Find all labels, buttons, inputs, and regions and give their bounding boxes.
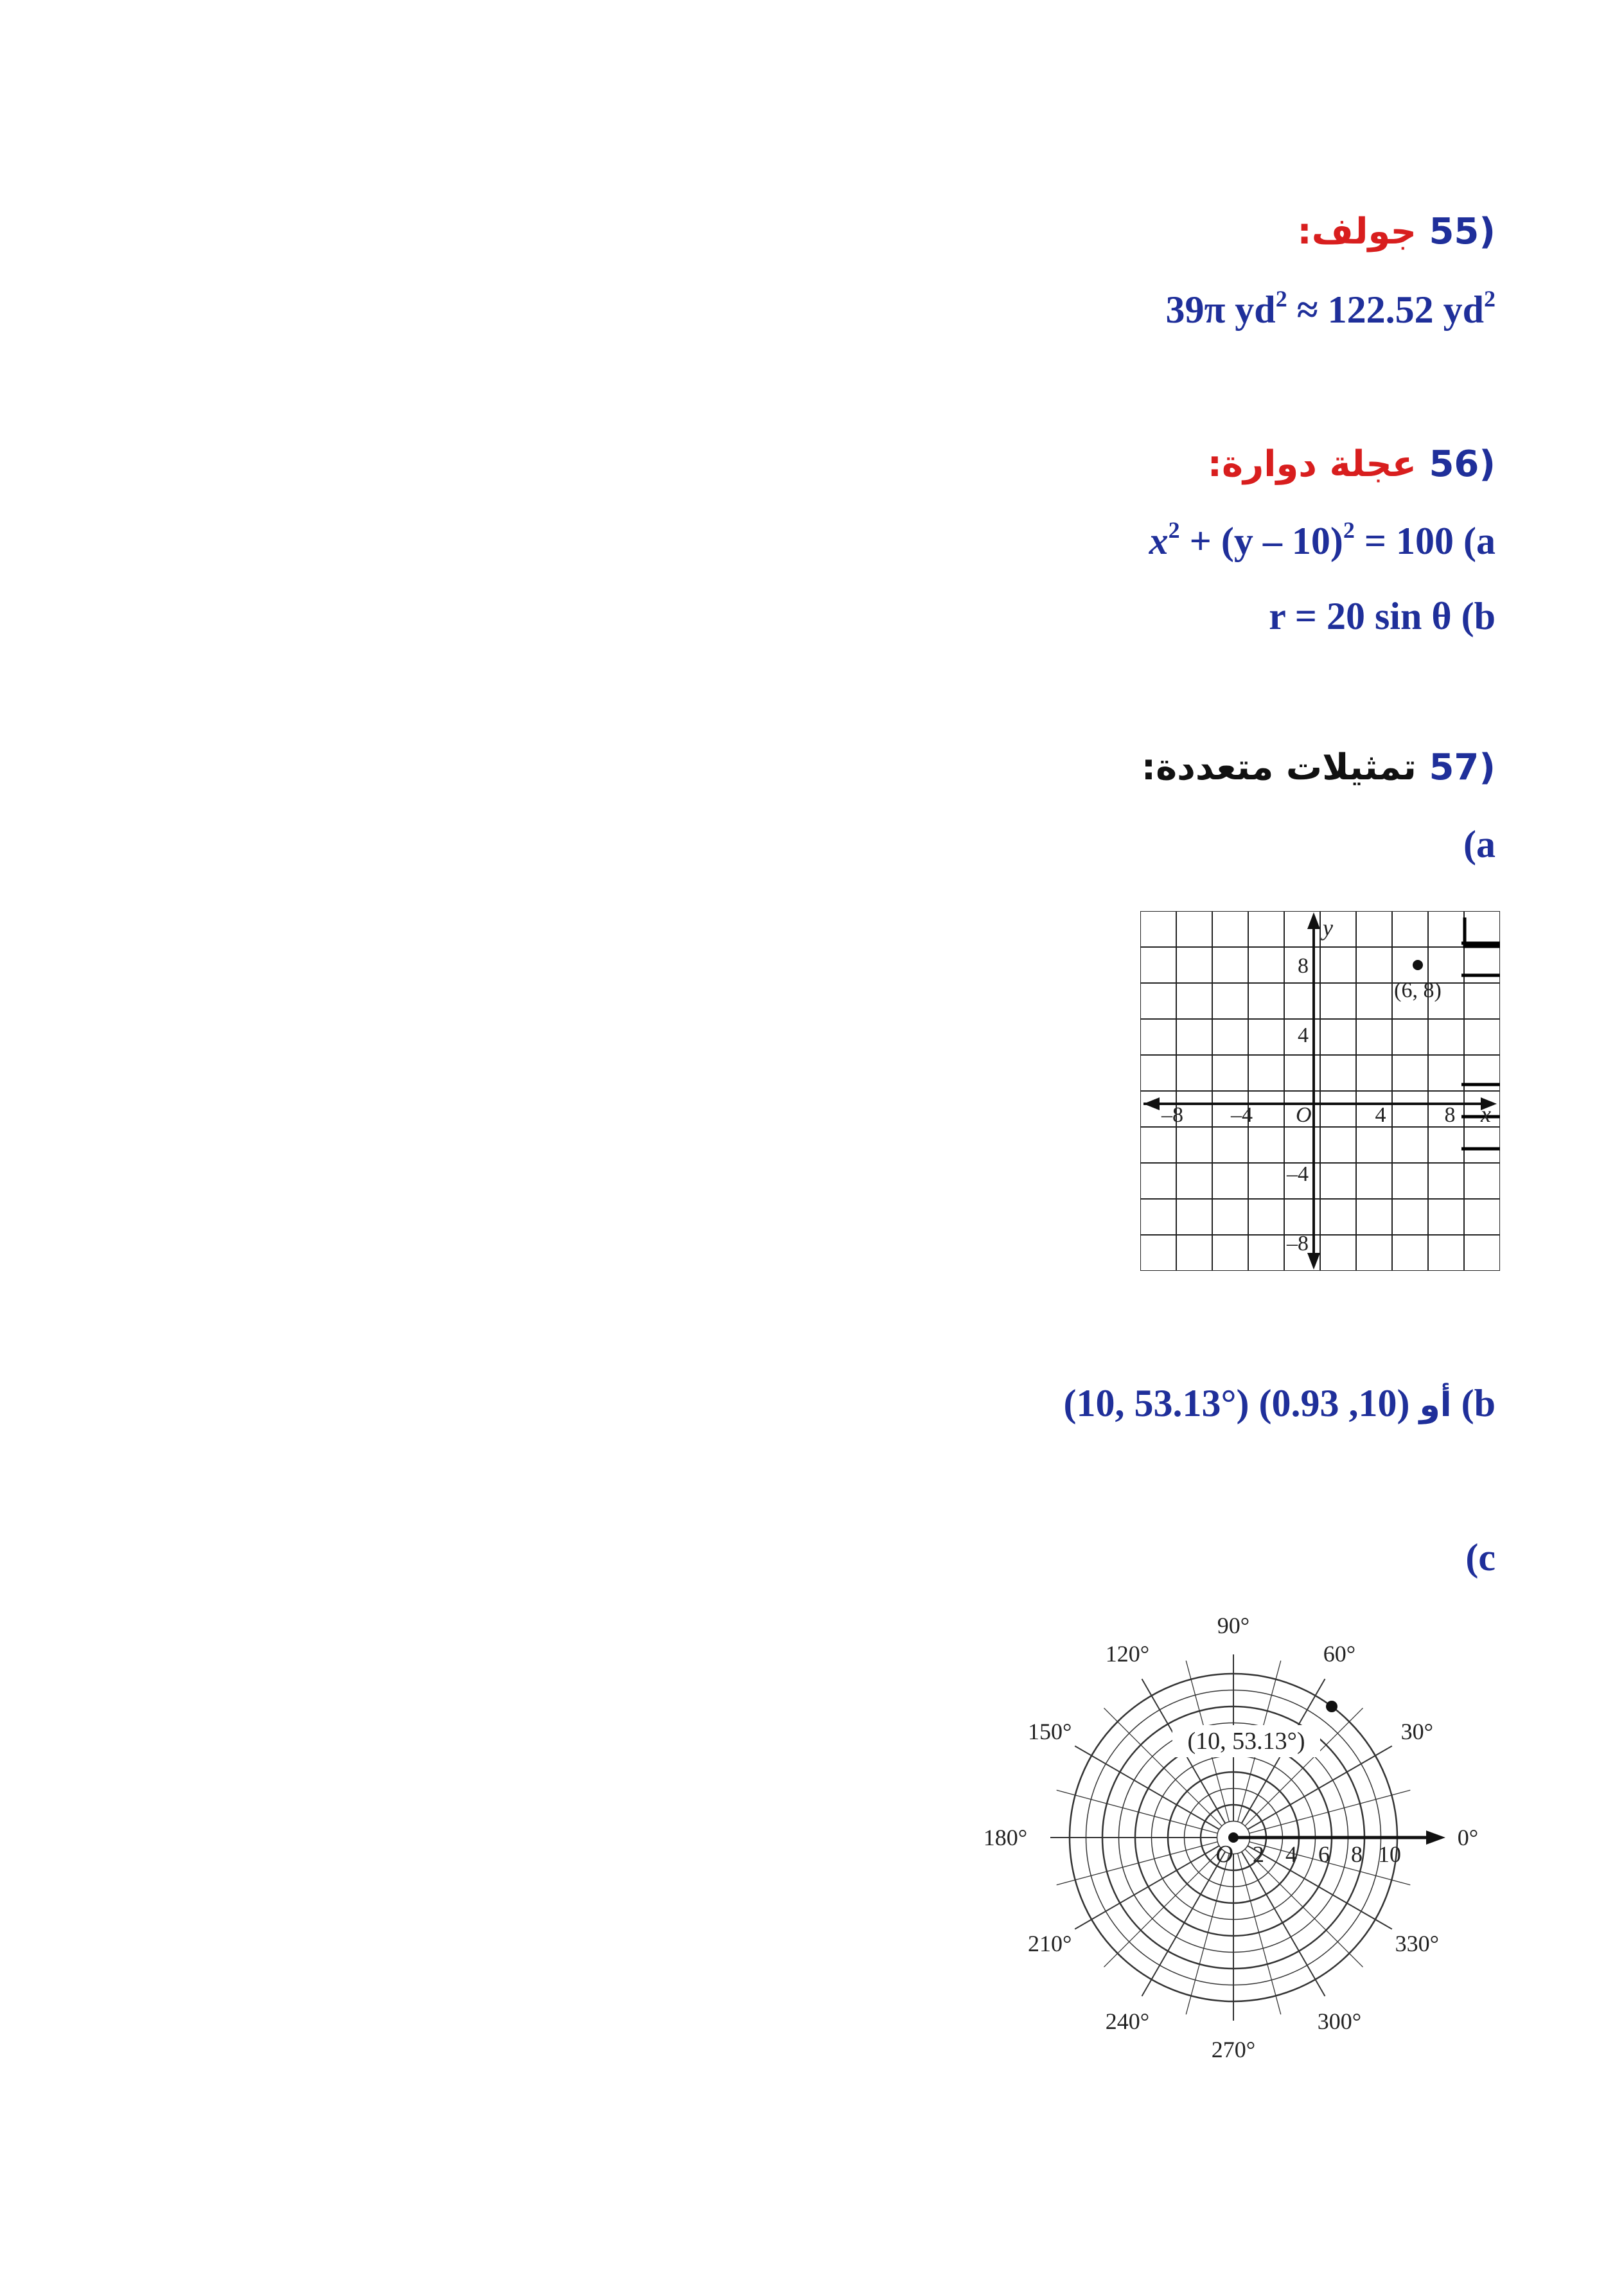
point-label: (6, 8) [1394, 979, 1442, 1002]
angle-label: 180° [983, 1825, 1028, 1850]
angle-label: 210° [1028, 1931, 1072, 1956]
radius-tick-label: 8 [1351, 1841, 1363, 1867]
q56-number: (56 [1429, 443, 1496, 485]
q55-heading [1297, 211, 1496, 253]
q57-part-b [1064, 1381, 1496, 1426]
angle-label: 60° [1323, 1641, 1356, 1667]
radius-tick-label: 4 [1285, 1841, 1297, 1867]
q57-b-left: (10, 53.13°) [1063, 1382, 1249, 1424]
y-tick-label: 4 [1298, 1023, 1309, 1047]
grid-radial [1142, 1852, 1226, 1996]
q55-approx: ≈ 122.52 yd [1287, 288, 1484, 331]
angle-label: 300° [1317, 2008, 1362, 2034]
graph-a-svg [1140, 911, 1500, 1271]
q57-part-c-label: (c [1465, 1536, 1496, 1579]
q55-title: جولف: [1297, 211, 1417, 253]
q55-lhs: 39π yd [1165, 288, 1276, 331]
grid-radial [1186, 1854, 1229, 2015]
grid-radial [1075, 1746, 1219, 1830]
grid-radial [1249, 1790, 1411, 1833]
x-tick-label: 8 [1444, 1103, 1456, 1127]
q57-number: (57 [1429, 747, 1496, 788]
angle-label: 150° [1028, 1719, 1072, 1744]
grid-radial [1248, 1746, 1392, 1830]
point-label: (10, 53.13°) [1187, 1728, 1305, 1755]
grid-radial [1242, 1852, 1325, 1996]
radius-tick-label: 10 [1378, 1841, 1401, 1867]
graph-c-svg [976, 1606, 1478, 2095]
grid-radial [1104, 1849, 1221, 1967]
q56-title: عجلة دوارة: [1207, 443, 1417, 485]
grid-radial [1075, 1846, 1219, 1929]
y-tick-label: –4 [1287, 1162, 1309, 1186]
grid-radial [1057, 1790, 1218, 1833]
data-point [1413, 960, 1423, 970]
grid-radial [1057, 1842, 1218, 1885]
q57-heading [1142, 747, 1496, 788]
grid-radial [1238, 1854, 1281, 2015]
q56-heading [1208, 443, 1496, 485]
angle-label: 270° [1211, 2037, 1256, 2062]
angle-label: 30° [1400, 1719, 1433, 1744]
x-axis-arrow-left [1143, 1097, 1160, 1110]
y-axis-arrow-down [1307, 1253, 1320, 1270]
x-tick-label: –8 [1161, 1103, 1183, 1127]
q55-answer: 39π $yd^2 \approx 122.52$ $yd^2$ [1165, 286, 1496, 331]
angle-label: 330° [1395, 1931, 1439, 1956]
radius-tick-label: 6 [1318, 1841, 1330, 1867]
data-point [1326, 1701, 1337, 1712]
graph-a-grid [1140, 911, 1500, 1271]
x-tick-label: –4 [1231, 1103, 1253, 1127]
radius-tick-label: 2 [1253, 1841, 1264, 1867]
angle-label: 0° [1457, 1825, 1478, 1850]
q57-title: تمثيلات متعددة: [1141, 747, 1417, 788]
q55-number: (55 [1429, 211, 1496, 253]
angle-label: 240° [1105, 2008, 1150, 2034]
polar-axis-arrow [1426, 1830, 1445, 1845]
x-tick-label: O [1296, 1103, 1312, 1127]
y-axis-label: y [1323, 915, 1333, 941]
angle-label: 120° [1105, 1641, 1150, 1667]
y-axis-arrow [1307, 912, 1320, 929]
q57-b-right: (10, 0.93) (b [1258, 1382, 1496, 1424]
origin-label: O [1215, 1841, 1233, 1868]
q57-part-a-label: (a [1463, 823, 1496, 865]
q57-b-or: أو [1419, 1386, 1452, 1424]
graph-a [1140, 911, 1500, 1271]
x-axis-label: x [1481, 1101, 1491, 1127]
angle-label: 90° [1217, 1613, 1250, 1638]
y-tick-label: –8 [1287, 1232, 1309, 1255]
y-tick-label: 8 [1298, 954, 1309, 978]
q56-part-a: $x^2 + (y - 10)^2 = 100$ (a [1149, 517, 1496, 562]
x-tick-label: 4 [1375, 1103, 1386, 1127]
q56-part-b: r = 20 sin θ (b [1269, 595, 1496, 637]
graph-c [976, 1606, 1478, 2095]
